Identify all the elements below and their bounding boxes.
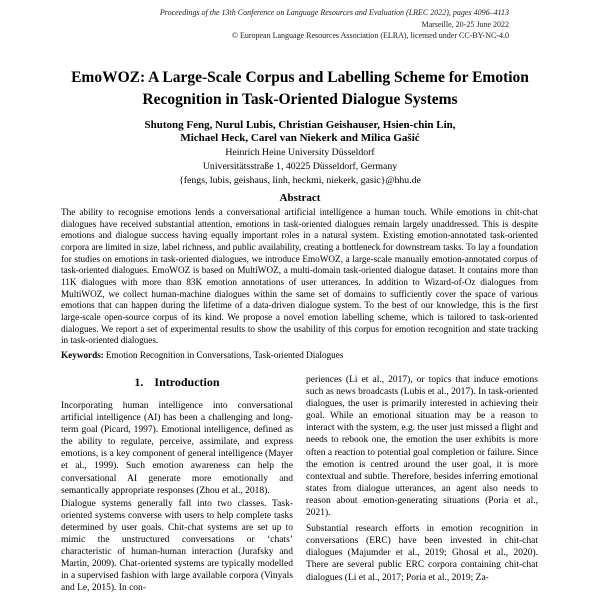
paper-title-line2: Recognition in Task-Oriented Dialogue Systems: [142, 91, 458, 108]
author-names-line1: Shutong Feng, Nurul Lubis, Christian Geishauser, Hsien-chin Lin,: [144, 119, 456, 131]
affiliation-block: [60, 146, 540, 188]
paper-title-line1: EmoWOZ: A Large-Scale Corpus and Labelling Scheme for Emotion: [71, 69, 529, 86]
affiliation-address: Universitätsstraße 1, 40225 Düsseldorf, Germany: [202, 161, 398, 172]
author-names-line2: Michael Heck, Carel van Niekerk and Milica Gašić: [180, 132, 420, 144]
abstract-heading: Abstract: [279, 192, 321, 204]
abstract-text: The ability to recognise emotions lends a conversational artificial intelligence a human touch. While emotions in chit-chat dialogues have received substantial attention, emotions in task-oriented dialogues remain largely unaddressed. This is despite emotions and dialogue success having equally important roles in a natural system. Existing emotion-annotated task-oriented corpora are limited in size, label richness, and public availability, creating a bottleneck for downstream tasks. To lay a foundation for studies on emotions in task-oriented dialogues, we introduce EmoWOZ, a large-scale manually emotion-annotated corpus of task-oriented dialogues. EmoWOZ is based on MultiWOZ, a multi-domain task-oriented dialogue dataset. It contains more than 11K dialogues with more than 83K emotion annotations of user utterances. In addition to Wizard-of-Oz dialogues from MultiWOZ, we collect human-machine dialogues within the same set of domains to sufficiently cover the space of various emotions that can happen during the lifetime of a data-driven dialogue system. To the best of our knowledge, this is the first large-scale open-source corpus of its kind. We propose a novel emotion labelling scheme, which is tailored to task-oriented dialogues. We report a set of experimental results to show the usability of this corpus for emotion recognition and state tracking in task-oriented dialogues.: [61, 207, 538, 346]
body-columns: [61, 374, 538, 600]
intro-paragraph-1: Incorporating human intelligence into conversational artificial intelligence (AI) has been a challenging and long-term goal (Picard, 1997). Emotional intelligence, defined as the ability to regulate, perceive, assimilate, and express emotions, is a key component of general intelligence (Mayer et al., 1999). Such emotion awareness can help the conversational AI generate more emotionally and semantically appropriate responses (Zhou et al., 2018).: [61, 401, 293, 496]
left-column: [61, 374, 293, 600]
right-column: [306, 374, 538, 600]
intro-paragraph-3: periences (Li et al., 2017), or topics that induce emotions such as news broadcasts (Lubis et al., 2017). In task-oriented dialogues, the user is primarily interested in achieving their goal. While an emotional situation may be a reason to interact with the system, e.g. the user just missed a flight and needs to rebook one, the emotion the user exhibits is more often a reaction to potential goal completion or failure. Since the emotion is centred around the user goal, it is more contextual and subtle. Therefore, besides inferring emotional states from dialogue utterances, an agent also needs to reason about emotion-generating situations (Poria et al., 2021).: [306, 375, 538, 519]
section-number: 1.: [134, 375, 144, 389]
proceedings-header: [39, 7, 509, 42]
keywords-label: Keywords:: [61, 350, 104, 360]
proceedings-copyright: © European Language Resources Association (ELRA), licensed under CC-BY-NC-4.0: [231, 31, 509, 40]
affiliation: Heinrich Heine University Düsseldorf: [225, 147, 375, 158]
section-title: Introduction: [154, 375, 220, 389]
intro-paragraph-2: Dialogue systems generally fall into two classes. Task-oriented systems converse with users to help complete tasks determined by user goals. Chit-chat systems are set up to mimic the unstructured conversations or ‘chats’ characteristic of human-human interaction (Jurafsky and Martin, 2009). Chat-oriented systems are typically modelled in a supervised fashion with large available corpora (Vinyals and Le, 2015). In con-: [61, 498, 293, 594]
author-names: [45, 119, 555, 145]
proceedings-line: Proceedings of the 13th Conference on Language Resources and Evaluation (LREC 2022), pages 4096–4113: [159, 8, 509, 17]
intro-paragraph-4: Substantial research efforts in emotion recognition in conversations (ERC) have been invested in chit-chat dialogues (Majumder et al., 2019; Ghosal et al., 2020). There are several public ERC corpora containing chit-chat dialogues (Li et al., 2017; Poria et al., 2019; Za-: [306, 524, 538, 583]
keywords-text: Emotion Recognition in Conversations, Task-oriented Dialogues: [105, 350, 344, 360]
keywords-line: [61, 349, 538, 361]
proceedings-location-date: Marseille, 20-25 June 2022: [421, 19, 509, 29]
author-emails: {fengs, lubis, geishaus, linh, heckmi, niekerk, gasic}@hhu.de: [179, 175, 421, 186]
section-heading-introduction: [61, 374, 293, 391]
paper-title: [60, 67, 540, 111]
